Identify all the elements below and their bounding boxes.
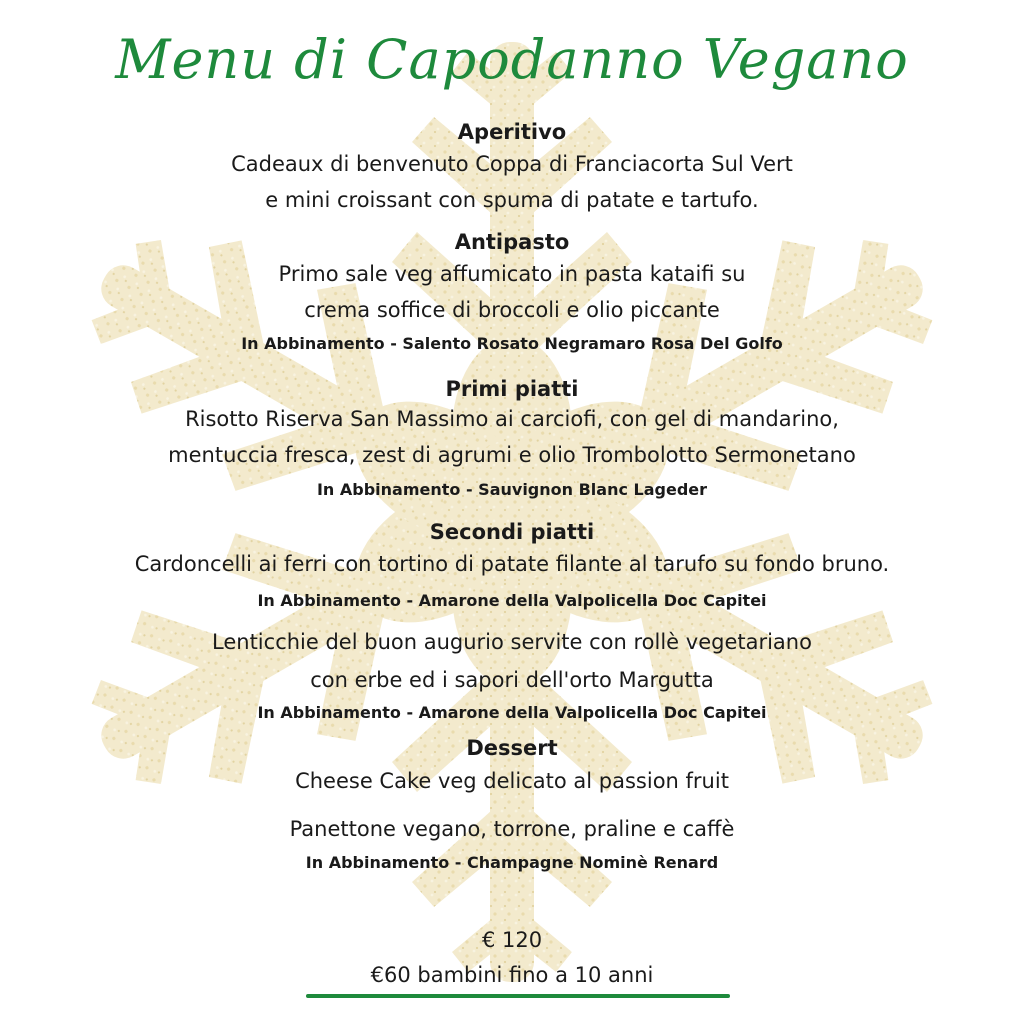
dessert-wine-pairing: In Abbinamento - Champagne Nominè Renard — [305, 853, 719, 872]
price-children: €60 bambini fino a 10 anni — [370, 963, 654, 987]
secondi-dish-1: Cardoncelli ai ferri con tortino di patate filante al tarufo su fondo bruno. — [134, 552, 890, 576]
secondi-wine-pairing-2: In Abbinamento - Amarone della Valpolicella Doc Capitei — [257, 703, 767, 722]
aperitivo-line-1: Cadeaux di benvenuto Coppa di Franciacorta Sul Vert — [231, 152, 793, 176]
secondi-wine-pairing-1: In Abbinamento - Amarone della Valpolicella Doc Capitei — [257, 591, 767, 610]
heading-primi-piatti: Primi piatti — [445, 377, 579, 401]
secondi-dish-2-line-1: Lenticchie del buon augurio servite con rollè vegetariano — [212, 630, 812, 654]
heading-aperitivo: Aperitivo — [457, 120, 567, 144]
primi-wine-pairing: In Abbinamento - Sauvignon Blanc Lageder — [316, 480, 708, 499]
heading-antipasto: Antipasto — [454, 230, 570, 254]
dessert-dish-1: Cheese Cake veg delicato al passion fruit — [295, 769, 729, 793]
dessert-dish-2: Panettone vegano, torrone, praline e caffè — [289, 817, 735, 841]
price-adult: € 120 — [481, 928, 543, 952]
antipasto-wine-pairing: In Abbinamento - Salento Rosato Negramaro Rosa Del Golfo — [241, 334, 783, 353]
primi-line-1: Risotto Riserva San Massimo ai carciofi, con gel di mandarino, — [185, 407, 839, 431]
aperitivo-line-2: e mini croissant con spuma di patate e tartufo. — [265, 188, 759, 212]
heading-dessert: Dessert — [466, 736, 558, 760]
antipasto-line-1: Primo sale veg affumicato in pasta kataifi su — [278, 262, 746, 286]
page-title: Menu di Capodanno Vegano — [115, 28, 909, 91]
secondi-dish-2-line-2: con erbe ed i sapori dell'orto Margutta — [310, 668, 714, 692]
heading-secondi-piatti: Secondi piatti — [429, 520, 595, 544]
primi-line-2: mentuccia fresca, zest di agrumi e olio Trombolotto Sermonetano — [168, 443, 856, 467]
price-underline — [306, 994, 730, 998]
antipasto-line-2: crema soffice di broccoli e olio piccante — [304, 298, 720, 322]
